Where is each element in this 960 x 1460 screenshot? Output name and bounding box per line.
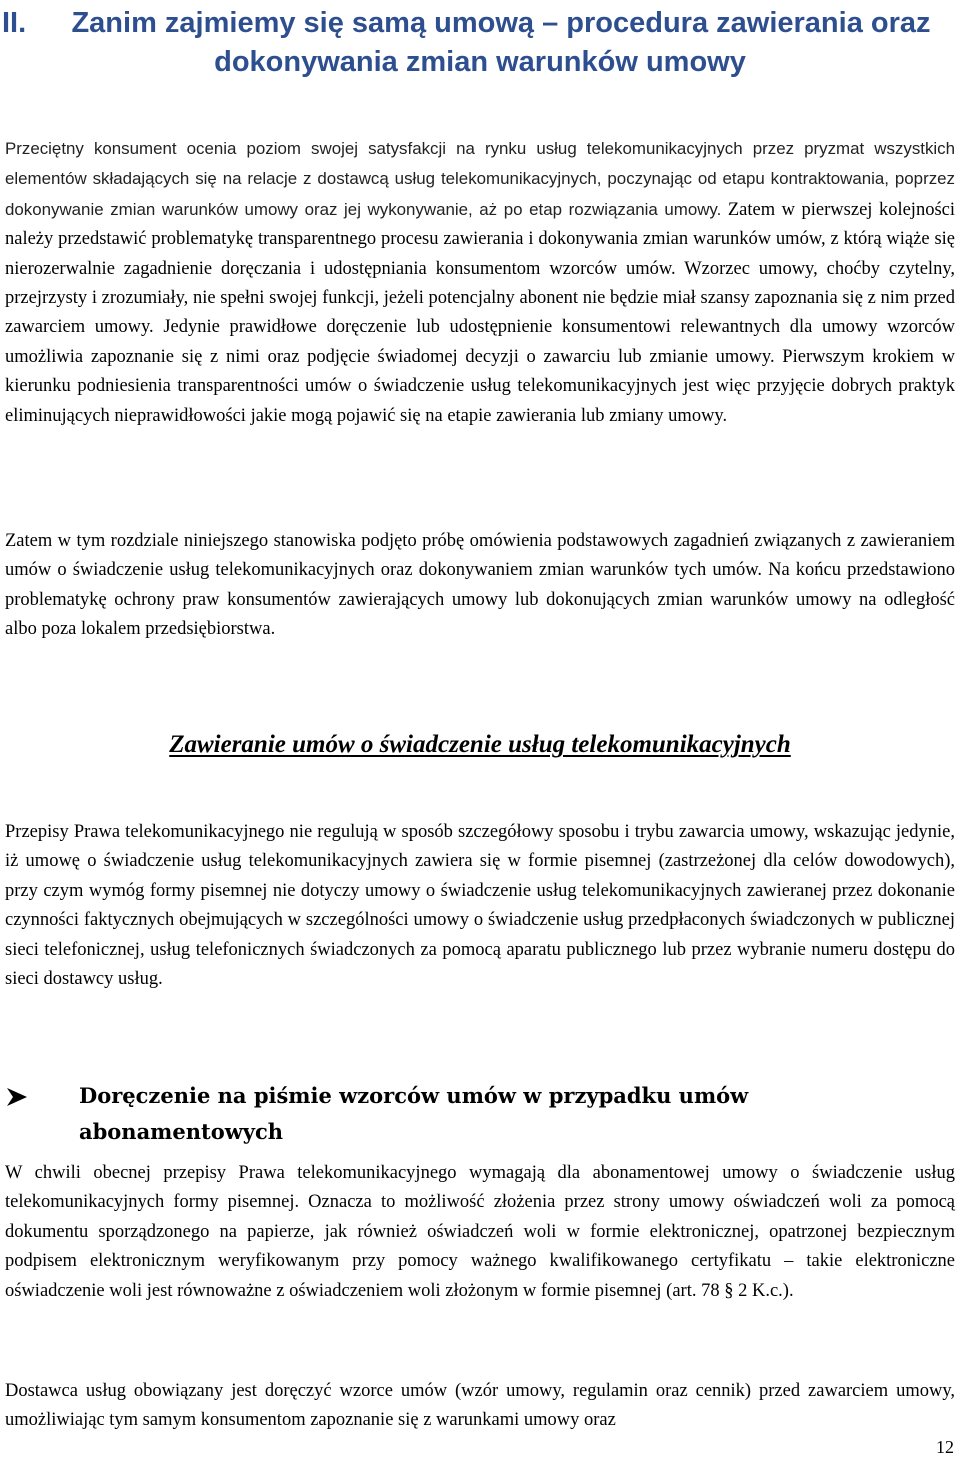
section-heading: Zawieranie umów o świadczenie usług telekomunikacyjnych (169, 731, 791, 758)
intro-paragraph-serif-part: Zatem w pierwszej kolejności należy przedstawić problematykę transparentnego procesu zawierania i dokonywania zmian warunków umów, z którą wiąże się nierozerwalnie zagadnienie doręczania i udostępniania konsumentom wzorców umów. Wzorzec umowy, choćby czytelny, przejrzysty i zrozumiały, nie spełni swojej funkcji, jeżeli potencjalny abonent nie będzie miał szansy zapoznania się z nim przed zawarciem umowy. Jedynie prawidłowe doręczenie lub udostępnienie konsumentowi relewantnych dla umowy wzorców umożliwia zapoznanie się z nimi oraz podjęcie świadomej decyzji o zawarciu lub zmianie umowy. Pierwszym krokiem w kierunku podniesienia transparentności umów o świadczenie usług telekomunikacyjnych jest więc przyjęcie dobrych praktyk eliminujących nieprawidłowości jakie mogą pojawić się na etapie zawierania lub zmiany umowy. (5, 199, 955, 426)
chapter-title-line-2: dokonywania zmian warunków umowy (214, 46, 746, 78)
written-form-paragraph: W chwili obecnej przepisy Prawa telekomunikacyjnego wymagają dla abonamentowej umowy o świadczenie usług telekomunikacyjnych formy pisemnej. Oznacza to możliwość złożenia przez strony umowy oświadczeń woli za pomocą dokumentu sporządzonego na papierze, jak również oświadczeń woli w formie elektronicznej, opatrzonej bezpiecznym podpisem elektronicznym weryfikowanym przy pomocy ważnego kwalifikowanego certyfikatu – takie elektroniczne oświadczenie woli jest równoważne z oświadczeniem woli złożonym w formie pisemnej (art. 78 § 2 K.c.). (5, 1163, 955, 1301)
page-number: 12 (936, 1437, 954, 1457)
law-provisions-paragraph: Przepisy Prawa telekomunikacyjnego nie regulują w sposób szczegółowy sposobu i trybu zawarcia umowy, wskazując jedynie, iż umowę o świadczenie usług telekomunikacyjnych zawiera się w formie pisemnej (zastrzeżonej dla celów dowodowych), przy czym wymóg formy pisemnej nie dotyczy umowy o świadczenie usług telekomunikacyjnych zawieranej przez dokonanie czynności faktycznych obejmujących w szczególności umowy o świadczenie usług przedpłaconych świadczonych w publicznej sieci telefonicznej, usług telefonicznych świadczonych za pomocą aparatu publicznego lub przez wybranie numeru dostępu do sieci dostawcy usług. (5, 822, 955, 990)
sub-heading-text (5, 1078, 905, 1114)
chapter-number: II. (2, 7, 27, 39)
chapter-title (0, 4, 960, 82)
intro-paragraph-sans-part: Przeciętny konsument ocenia poziom swojej satysfakcji na rynku usług telekomunikacyjnych przez pryzmat wszystkich elementów składających się na relacje z dostawcą usług telekomunikacyjnych, poczynając od etapu kontraktowania, poprzez dokonywanie zmian warunków umowy oraz jej wykonywanie, aż po etap rozwiązania umowy. (5, 139, 955, 219)
chapter-scope-paragraph: Zatem w tym rozdziale niniejszego stanowiska podjęto próbę omówienia podstawowych zagadnień związanych z zawieraniem umów o świadczenie usług telekomunikacyjnych oraz dokonywaniem zmian warunków tych umów. Na końcu przedstawiono problematykę ochrony praw konsumentów zawierających umowy lub dokonujących zmian warunków umowy na odległość albo poza lokalem przedsiębiorstwa. (5, 531, 955, 640)
intro-paragraph (5, 134, 955, 431)
provider-obligation-paragraph: Dostawca usług obowiązany jest doręczyć wzorce umów (wzór umowy, regulamin oraz cennik) przed zawarciem umowy, umożliwiając tym samym konsumentom zapoznanie się z warunkami umowy oraz (5, 1381, 955, 1431)
sub-heading (5, 1078, 905, 1150)
sub-heading-line-1: Doręczenie na piśmie wzorców umów w przypadku umów (79, 1083, 749, 1108)
sub-heading-line-2: abonamentowych (79, 1119, 284, 1144)
chapter-title-line-1: Zanim zajmiemy się samą umową – procedura zawierania oraz (71, 7, 931, 39)
arrow-bullet-icon (5, 1078, 31, 1114)
